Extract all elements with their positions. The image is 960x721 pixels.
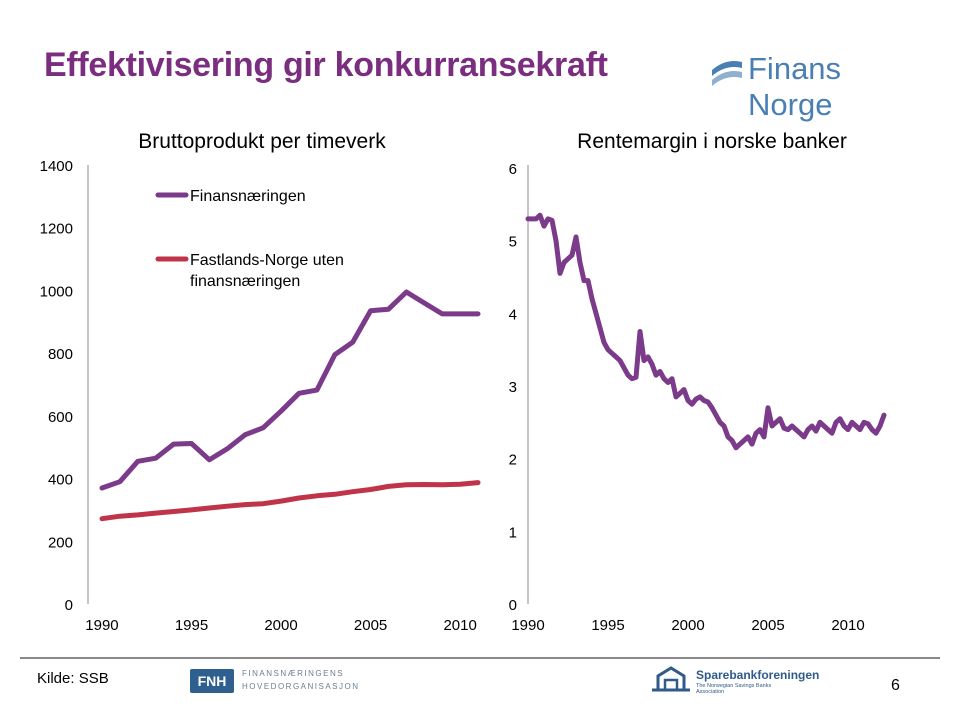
chart2-y-tick-label: 4	[508, 306, 517, 324]
chart1-x-tick-label: 1995	[174, 617, 209, 634]
chart1-y-tick-label: 1200	[39, 220, 73, 238]
chart1-y-tick-label: 1400	[39, 158, 73, 175]
chart2-y-ticks	[509, 161, 517, 614]
legend-label-fastland-1: Fastlands-Norge uten	[190, 252, 344, 269]
chart1-title: Bruttoprodukt per timeverk	[138, 130, 386, 153]
chart2-y-tick-label: 6	[508, 161, 517, 178]
chart2-x-tick-label: 2005	[751, 617, 785, 634]
chart1-y-tick-label: 800	[47, 346, 73, 364]
chart1-y-tick-label: 600	[47, 408, 73, 426]
chart1-y-tick-label: 400	[47, 471, 73, 489]
fnh-logo-line2: HOVEDORGANISASJON	[242, 682, 360, 691]
chart2-y-tick-label: 3	[508, 379, 517, 396]
fnh-logo-line1: FINANSNÆRINGENS	[242, 669, 345, 678]
source-note: Kilde: SSB	[37, 670, 109, 687]
sparebank-logo-icon	[650, 664, 692, 696]
chart1-x-tick-label: 2000	[264, 617, 298, 634]
chart1-x-tick-label: 2010	[443, 617, 477, 634]
sparebank-logo-line1: Sparebankforeningen	[696, 668, 820, 682]
chart2-x-ticks	[511, 617, 864, 634]
chart1-x-tick-label: 2005	[353, 617, 388, 634]
chart2-x-tick-label: 1995	[591, 617, 625, 634]
legend-label-finans: Finansnæringen	[190, 188, 306, 205]
footer-divider	[20, 657, 940, 659]
chart1-y-tick-label: 200	[47, 534, 73, 552]
chart1-series-line-0	[102, 292, 478, 488]
slide-title: Effektivisering gir konkurransekraft	[44, 46, 608, 84]
chart2-series	[528, 215, 884, 448]
fnh-logo-mark: FNH	[190, 669, 234, 693]
chart1-y-ticks	[40, 158, 73, 614]
logo-text: Finans Norge	[748, 51, 842, 122]
chart1-series	[102, 292, 478, 519]
chart2-title: Rentemargin i norske banker	[577, 130, 847, 153]
chart-rentemargin	[509, 130, 884, 634]
chart2-y-tick-label: 5	[508, 233, 517, 251]
legend-label-fastland-2: finansnæringen	[190, 273, 301, 290]
chart1-legend	[158, 188, 344, 290]
chart1-x-tick-label: 1990	[85, 617, 119, 634]
chart2-y-tick-label: 2	[508, 451, 517, 469]
chart2-y-tick-label: 0	[508, 597, 517, 614]
sparebank-logo-line2: The Norwegian Savings Banks Association	[696, 683, 772, 695]
page-number: 6	[891, 677, 900, 694]
chart-bruttoprodukt	[40, 130, 478, 634]
fnh-logo	[190, 667, 360, 697]
chart2-x-tick-label: 2010	[831, 617, 865, 634]
chart2-x-tick-label: 2000	[671, 617, 705, 634]
chart2-series-line-0	[528, 215, 884, 448]
chart2-y-tick-label: 1	[508, 524, 517, 542]
chart1-x-ticks	[85, 617, 477, 634]
sparebankforeningen-logo	[650, 664, 820, 698]
chart2-x-tick-label: 1990	[511, 617, 545, 634]
chart1-y-tick-label: 0	[64, 597, 73, 614]
chart1-y-tick-label: 1000	[39, 283, 73, 301]
chart1-series-line-1	[102, 483, 478, 519]
